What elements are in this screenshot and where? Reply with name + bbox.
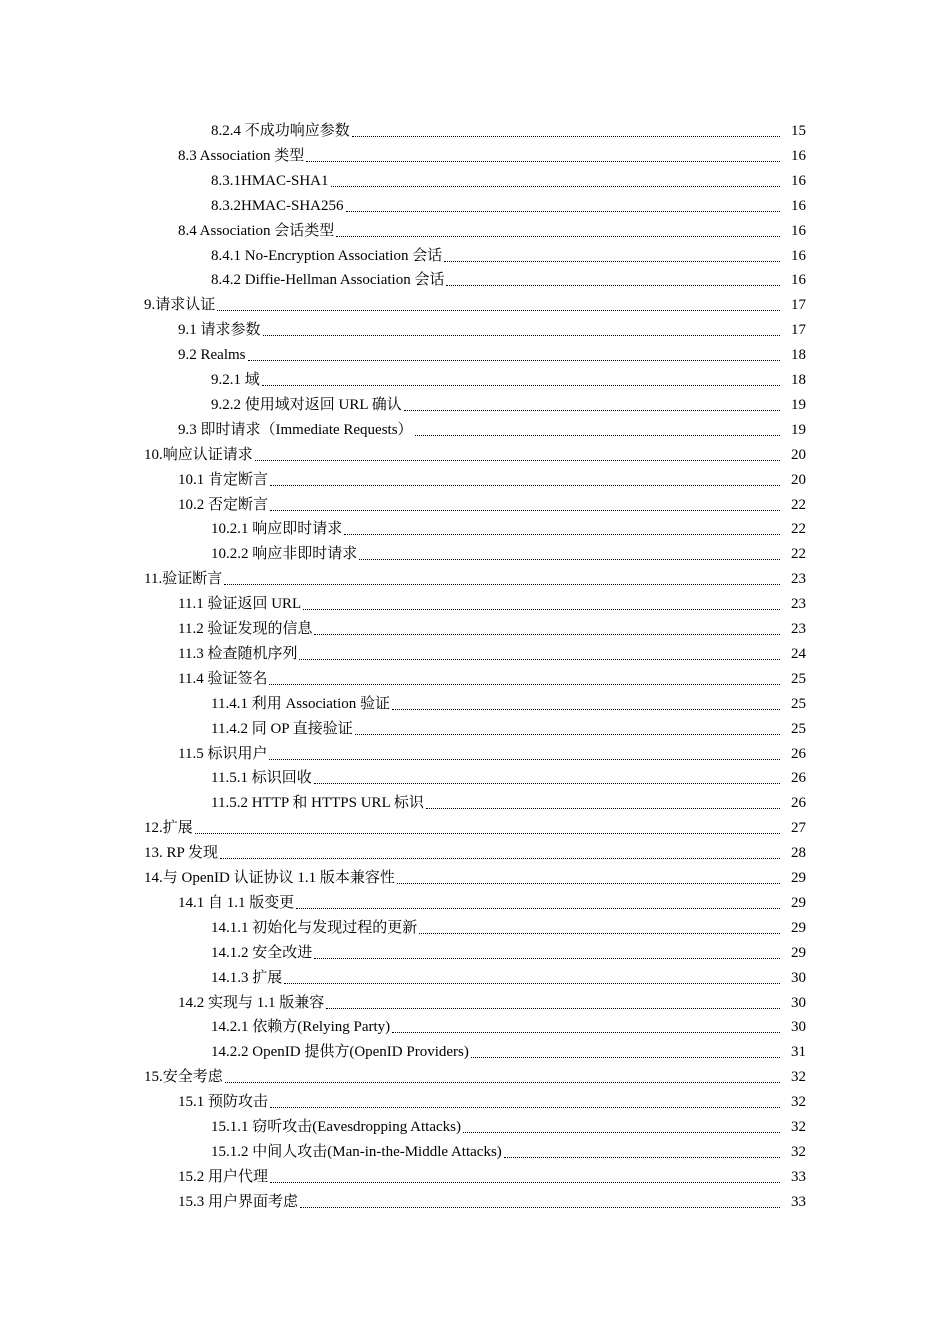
toc-entry-page-number: 16 [791,198,806,214]
toc-dot-leader [220,844,780,859]
toc-entry-title: 8.4.1 No-Encryption Association 会话 [211,248,443,264]
toc-dot-leader [299,645,780,660]
toc-dot-leader [248,346,781,361]
toc-entry[interactable] [211,1137,806,1161]
toc-entry-page-number: 23 [791,621,806,637]
toc-dot-leader [255,446,780,461]
toc-entry-page-number: 22 [791,521,806,537]
toc-entry-page-number: 25 [791,721,806,737]
toc-entry[interactable] [178,315,806,339]
toc-entry[interactable] [178,1162,806,1186]
toc-entry-page-number: 16 [791,223,806,239]
toc-dot-leader [471,1043,780,1058]
toc-entry[interactable] [144,440,806,464]
toc-dot-leader [306,147,780,162]
toc-entry[interactable] [211,514,806,538]
toc-entry-page-number: 24 [791,646,806,662]
toc-entry-title: 9.3 即时请求（Immediate Requests） [178,422,413,438]
toc-entry-title: 9.2 Realms [178,347,246,363]
toc-entry-title: 11.3 检查随机序列 [178,646,298,662]
toc-entry-page-number: 32 [791,1119,806,1135]
toc-dot-leader [326,994,780,1009]
toc-entry-title: 14.1.3 扩展 [211,970,283,986]
toc-entry[interactable] [178,988,806,1012]
toc-entry-page-number: 28 [791,845,806,861]
toc-dot-leader [225,1068,780,1083]
toc-entry[interactable] [211,191,806,215]
toc-dot-leader [419,919,780,934]
toc-entry-page-number: 26 [791,770,806,786]
toc-entry-title: 14.与 OpenID 认证协议 1.1 版本兼容性 [144,870,395,886]
toc-entry[interactable] [211,763,806,787]
toc-entry-title: 14.1 自 1.1 版变更 [178,895,295,911]
toc-entry[interactable] [211,166,806,190]
toc-entry[interactable] [178,340,806,364]
toc-dot-leader [270,1168,780,1183]
toc-entry-title: 8.4.2 Diffie-Hellman Association 会话 [211,272,445,288]
toc-dot-leader [284,969,780,984]
toc-entry-title: 14.1.1 初始化与发现过程的更新 [211,920,418,936]
toc-entry-title: 14.1.2 安全改进 [211,945,313,961]
toc-entry-page-number: 18 [791,347,806,363]
toc-entry-title: 11.验证断言 [144,571,223,587]
toc-dot-leader [270,496,780,511]
toc-entry-page-number: 29 [791,920,806,936]
toc-entry[interactable] [144,290,806,314]
toc-entry[interactable] [211,1112,806,1136]
toc-entry-page-number: 17 [791,297,806,313]
toc-entry-page-number: 22 [791,497,806,513]
toc-entry-title: 14.2.1 依赖方(Relying Party) [211,1019,391,1035]
toc-dot-leader [415,421,780,436]
toc-entry-page-number: 19 [791,422,806,438]
toc-entry[interactable] [144,813,806,837]
toc-dot-leader [270,1093,780,1108]
toc-dot-leader [444,247,780,262]
toc-entry[interactable] [211,788,806,812]
toc-entry-page-number: 22 [791,546,806,562]
toc-entry[interactable] [211,938,806,962]
toc-entry-title: 10.2.1 响应即时请求 [211,521,343,537]
toc-entry-page-number: 18 [791,372,806,388]
toc-dot-leader [392,695,780,710]
toc-entry[interactable] [211,1037,806,1061]
toc-entry-page-number: 29 [791,945,806,961]
toc-dot-leader [404,396,780,411]
toc-entry-title: 13. RP 发现 [144,845,219,861]
toc-dot-leader [344,520,780,535]
toc-entry-page-number: 27 [791,820,806,836]
toc-entry[interactable] [211,539,806,563]
toc-entry-page-number: 29 [791,895,806,911]
toc-entry-page-number: 33 [791,1169,806,1185]
toc-entry[interactable] [211,1012,806,1036]
toc-entry-title: 8.4 Association 会话类型 [178,223,335,239]
toc-entry-title: 8.2.4 不成功响应参数 [211,123,350,139]
toc-entry-page-number: 25 [791,671,806,687]
toc-entry-page-number: 23 [791,596,806,612]
toc-entry-title: 12.扩展 [144,820,193,836]
toc-entry[interactable] [178,739,806,763]
toc-entry-page-number: 29 [791,870,806,886]
toc-dot-leader [314,944,780,959]
toc-entry-page-number: 19 [791,397,806,413]
toc-entry-title: 9.2.2 使用域对返回 URL 确认 [211,397,402,413]
toc-entry-page-number: 31 [791,1044,806,1060]
toc-entry-title: 11.5 标识用户 [178,746,268,762]
toc-entry-title: 11.4 验证签名 [178,671,268,687]
toc-entry-title: 14.2 实现与 1.1 版兼容 [178,995,325,1011]
toc-entry[interactable] [144,564,806,588]
toc-entry-title: 15.1.1 窃听攻击(Eavesdropping Attacks) [211,1119,461,1135]
toc-entry-page-number: 32 [791,1069,806,1085]
toc-entry-page-number: 23 [791,571,806,587]
toc-entry-title: 10.1 肯定断言 [178,472,269,488]
toc-entry-title: 15.1 预防攻击 [178,1094,269,1110]
toc-dot-leader [269,670,780,685]
toc-entry-title: 8.3.2HMAC-SHA256 [211,198,344,214]
toc-entry[interactable] [178,664,806,688]
toc-entry-title: 11.4.2 同 OP 直接验证 [211,721,353,737]
toc-entry[interactable] [211,116,806,140]
toc-dot-leader [217,296,780,311]
toc-entry-title: 9.2.1 域 [211,372,260,388]
toc-entry[interactable] [178,216,806,240]
toc-entry-title: 9.1 请求参数 [178,322,261,338]
toc-entry-title: 15.安全考虑 [144,1069,223,1085]
toc-entry-title: 10.2.2 响应非即时请求 [211,546,358,562]
toc-dot-leader [504,1143,780,1158]
toc-entry-title: 8.3 Association 类型 [178,148,305,164]
toc-entry-title: 15.1.2 中间人攻击(Man-in-the-Middle Attacks) [211,1144,502,1160]
toc-entry[interactable] [178,614,806,638]
toc-entry-page-number: 32 [791,1094,806,1110]
toc-dot-leader [397,869,780,884]
toc-entry-page-number: 15 [791,123,806,139]
toc-entry-title: 11.5.2 HTTP 和 HTTPS URL 标识 [211,795,424,811]
toc-dot-leader [446,271,780,286]
toc-entry-page-number: 16 [791,272,806,288]
toc-entry-title: 8.3.1HMAC-SHA1 [211,173,329,189]
toc-entry[interactable] [178,639,806,663]
toc-entry[interactable] [178,465,806,489]
toc-entry[interactable] [178,141,806,165]
toc-entry[interactable] [211,963,806,987]
toc-dot-leader [224,570,780,585]
toc-entry-title: 14.2.2 OpenID 提供方(OpenID Providers) [211,1044,469,1060]
toc-entry-title: 15.2 用户代理 [178,1169,269,1185]
toc-entry-page-number: 26 [791,746,806,762]
toc-entry-title: 11.4.1 利用 Association 验证 [211,696,391,712]
toc-dot-leader [314,620,780,635]
toc-dot-leader [346,197,780,212]
toc-entry-page-number: 25 [791,696,806,712]
toc-entry[interactable] [211,689,806,713]
toc-entry[interactable] [178,1187,806,1211]
toc-entry[interactable] [211,913,806,937]
toc-entry[interactable] [178,888,806,912]
toc-entry[interactable] [211,265,806,289]
toc-dot-leader [392,1018,780,1033]
toc-entry-title: 10.响应认证请求 [144,447,253,463]
toc-entry-page-number: 16 [791,173,806,189]
toc-entry-page-number: 30 [791,1019,806,1035]
toc-entry[interactable] [178,415,806,439]
toc-entry[interactable] [144,863,806,887]
toc-dot-leader [426,794,780,809]
toc-entry-title: 11.2 验证发现的信息 [178,621,313,637]
toc-entry[interactable] [178,589,806,613]
toc-entry-page-number: 17 [791,322,806,338]
toc-dot-leader [263,321,780,336]
toc-dot-leader [463,1118,780,1133]
toc-entry[interactable] [144,838,806,862]
toc-entry[interactable] [144,1062,806,1086]
toc-entry[interactable] [211,241,806,265]
toc-dot-leader [352,122,780,137]
toc-dot-leader [314,769,780,784]
toc-entry[interactable] [178,490,806,514]
toc-entry-page-number: 32 [791,1144,806,1160]
toc-entry[interactable] [211,714,806,738]
toc-dot-leader [303,595,780,610]
toc-dot-leader [359,545,780,560]
toc-dot-leader [195,819,780,834]
toc-entry-title: 10.2 否定断言 [178,497,269,513]
toc-dot-leader [270,471,780,486]
toc-entry-page-number: 20 [791,447,806,463]
toc-entry-page-number: 30 [791,970,806,986]
toc-dot-leader [269,745,780,760]
toc-entry-page-number: 30 [791,995,806,1011]
toc-dot-leader [262,371,780,386]
toc-entry[interactable] [211,390,806,414]
toc-entry-title: 11.5.1 标识回收 [211,770,312,786]
toc-entry[interactable] [178,1087,806,1111]
toc-entry-page-number: 16 [791,148,806,164]
toc-entry[interactable] [211,365,806,389]
toc-dot-leader [336,222,780,237]
toc-entry-title: 11.1 验证返回 URL [178,596,302,612]
toc-dot-leader [331,172,780,187]
toc-entry-page-number: 16 [791,248,806,264]
toc-entry-page-number: 26 [791,795,806,811]
toc-entry-title: 15.3 用户界面考虑 [178,1194,299,1210]
toc-entry-page-number: 20 [791,472,806,488]
toc-dot-leader [355,720,780,735]
toc-entry-page-number: 33 [791,1194,806,1210]
toc-dot-leader [300,1193,780,1208]
toc-entry-title: 9.请求认证 [144,297,216,313]
toc-dot-leader [296,894,780,909]
